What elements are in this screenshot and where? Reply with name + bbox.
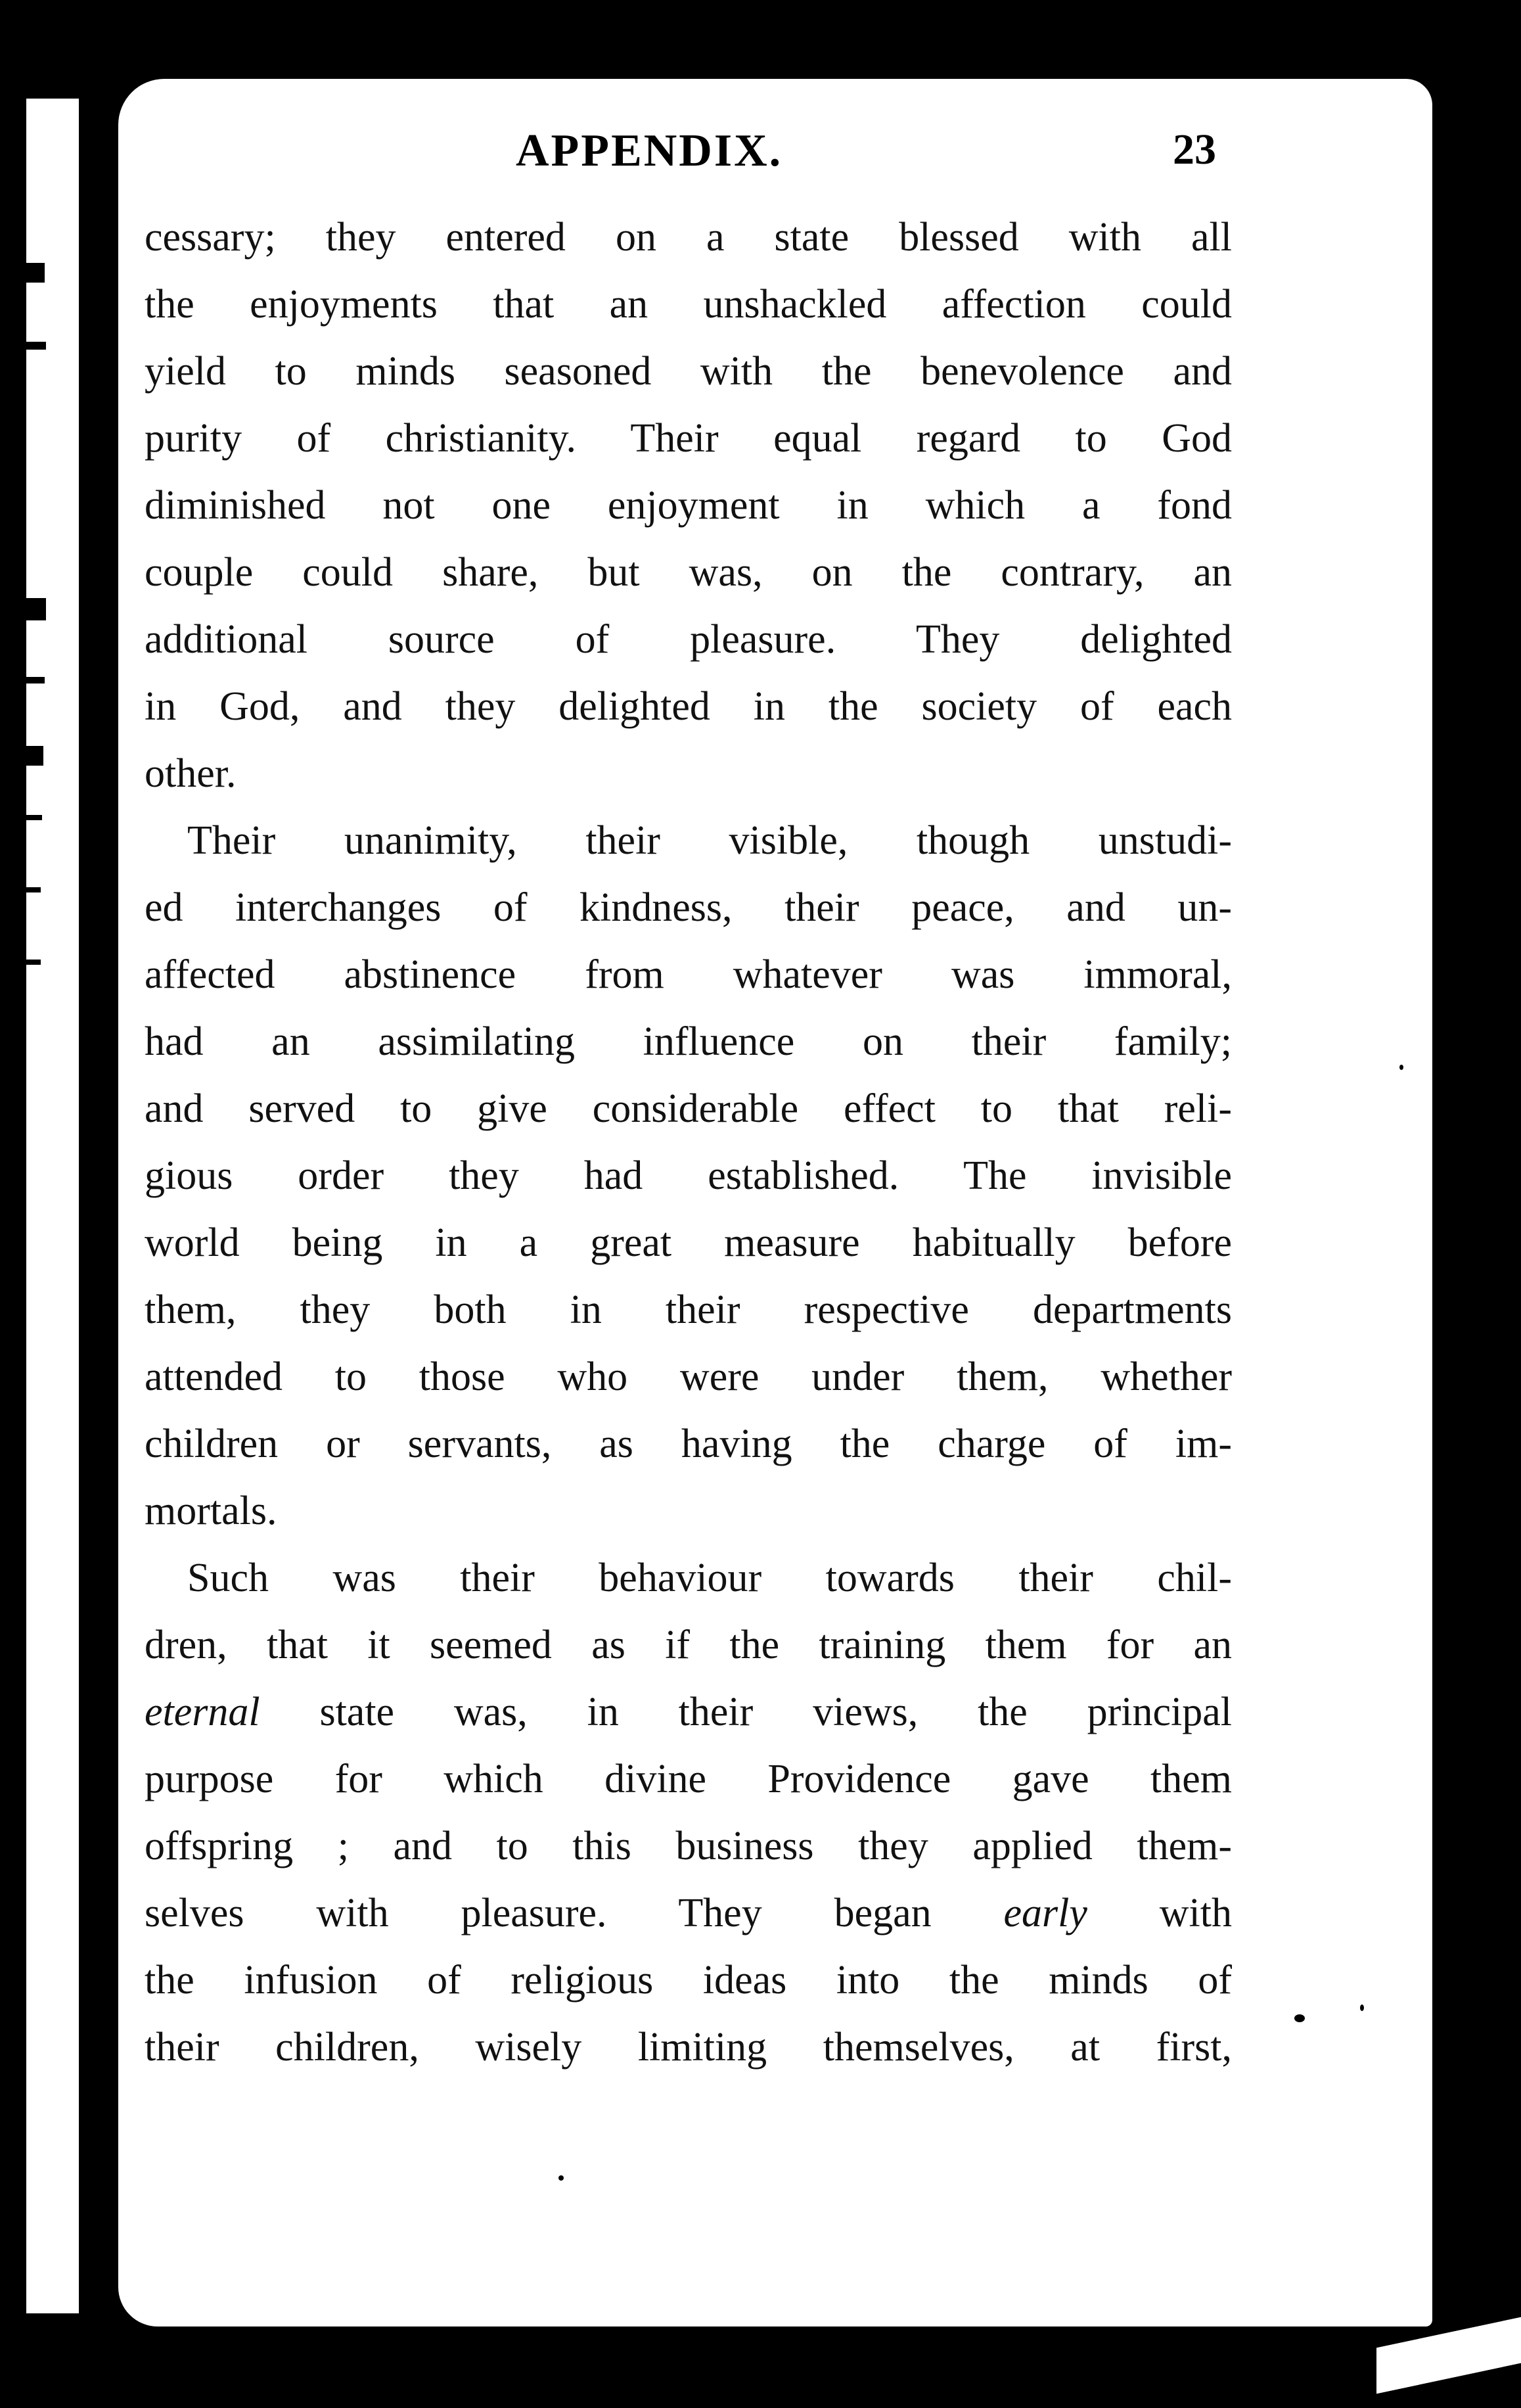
text-line: purpose for which divine Providence gave them xyxy=(145,1757,1232,1801)
adjacent-page-edge xyxy=(26,99,79,2313)
body-text xyxy=(145,204,1232,2081)
ink-speck xyxy=(1360,2004,1364,2011)
text-line: yield to minds seasoned with the benevolence and xyxy=(145,349,1232,394)
text-line: gious order they had established. The invisible xyxy=(145,1153,1232,1198)
running-head: APPENDIX. xyxy=(516,126,783,176)
text-line: additional source of pleasure. They delighted xyxy=(145,617,1232,662)
italic-word: eternal xyxy=(145,1690,260,1734)
paragraph-2 xyxy=(145,807,1232,1544)
text-line: purity of christianity. Their equal regard to God xyxy=(145,416,1232,461)
text-line: dren, that it seemed as if the training them for an xyxy=(145,1623,1232,1667)
text-run: with xyxy=(1087,1891,1232,1935)
text-line: them, they both in their respective departments xyxy=(145,1287,1232,1332)
text-line-with-italic xyxy=(145,1679,1232,1746)
paragraph-3 xyxy=(145,1544,1232,2081)
text-line: and served to give considerable effect to that reli- xyxy=(145,1086,1232,1131)
text-line: offspring ; and to this business they applied them- xyxy=(145,1824,1232,1868)
book-page xyxy=(118,79,1432,2327)
page-header xyxy=(118,105,1432,184)
page-corner-highlight xyxy=(1376,2317,1521,2394)
paragraph-1 xyxy=(145,204,1232,807)
text-line: Such was their behaviour towards their chil- xyxy=(187,1556,1232,1600)
page-number: 23 xyxy=(1173,126,1216,174)
text-line: the enjoyments that an unshackled affection could xyxy=(145,282,1232,327)
text-line: ed interchanges of kindness, their peace, and un- xyxy=(145,885,1232,930)
text-line: other. xyxy=(145,751,237,796)
text-line: couple could share, but was, on the contrary, an xyxy=(145,550,1232,595)
text-line-with-italic xyxy=(145,1880,1232,1947)
text-line: diminished not one enjoyment in which a fond xyxy=(145,483,1232,528)
italic-word: early xyxy=(1003,1891,1087,1935)
text-line: affected abstinence from whatever was immoral, xyxy=(145,952,1232,997)
text-line: had an assimilating influence on their family; xyxy=(145,1019,1232,1064)
ink-speck xyxy=(558,2175,564,2181)
text-line: world being in a great measure habitually before xyxy=(145,1220,1232,1265)
text-line: mortals. xyxy=(145,1489,277,1533)
ink-speck xyxy=(1399,1065,1403,1070)
text-line: children or servants, as having the charge of im- xyxy=(145,1422,1232,1466)
text-line: attended to those who were under them, whether xyxy=(145,1354,1232,1399)
ink-speck xyxy=(1294,2014,1305,2022)
text-line: Their unanimity, their visible, though unstudi- xyxy=(187,818,1232,863)
text-line: their children, wisely limiting themselves, at first, xyxy=(145,2025,1232,2070)
text-run: selves with pleasure. They began xyxy=(145,1891,1004,1935)
text-run: state was, in their views, the principal xyxy=(260,1690,1232,1734)
text-line: the infusion of religious ideas into the minds of xyxy=(145,1958,1232,2003)
text-line: cessary; they entered on a state blessed with all xyxy=(145,215,1232,260)
text-line: in God, and they delighted in the society of each xyxy=(145,684,1232,729)
